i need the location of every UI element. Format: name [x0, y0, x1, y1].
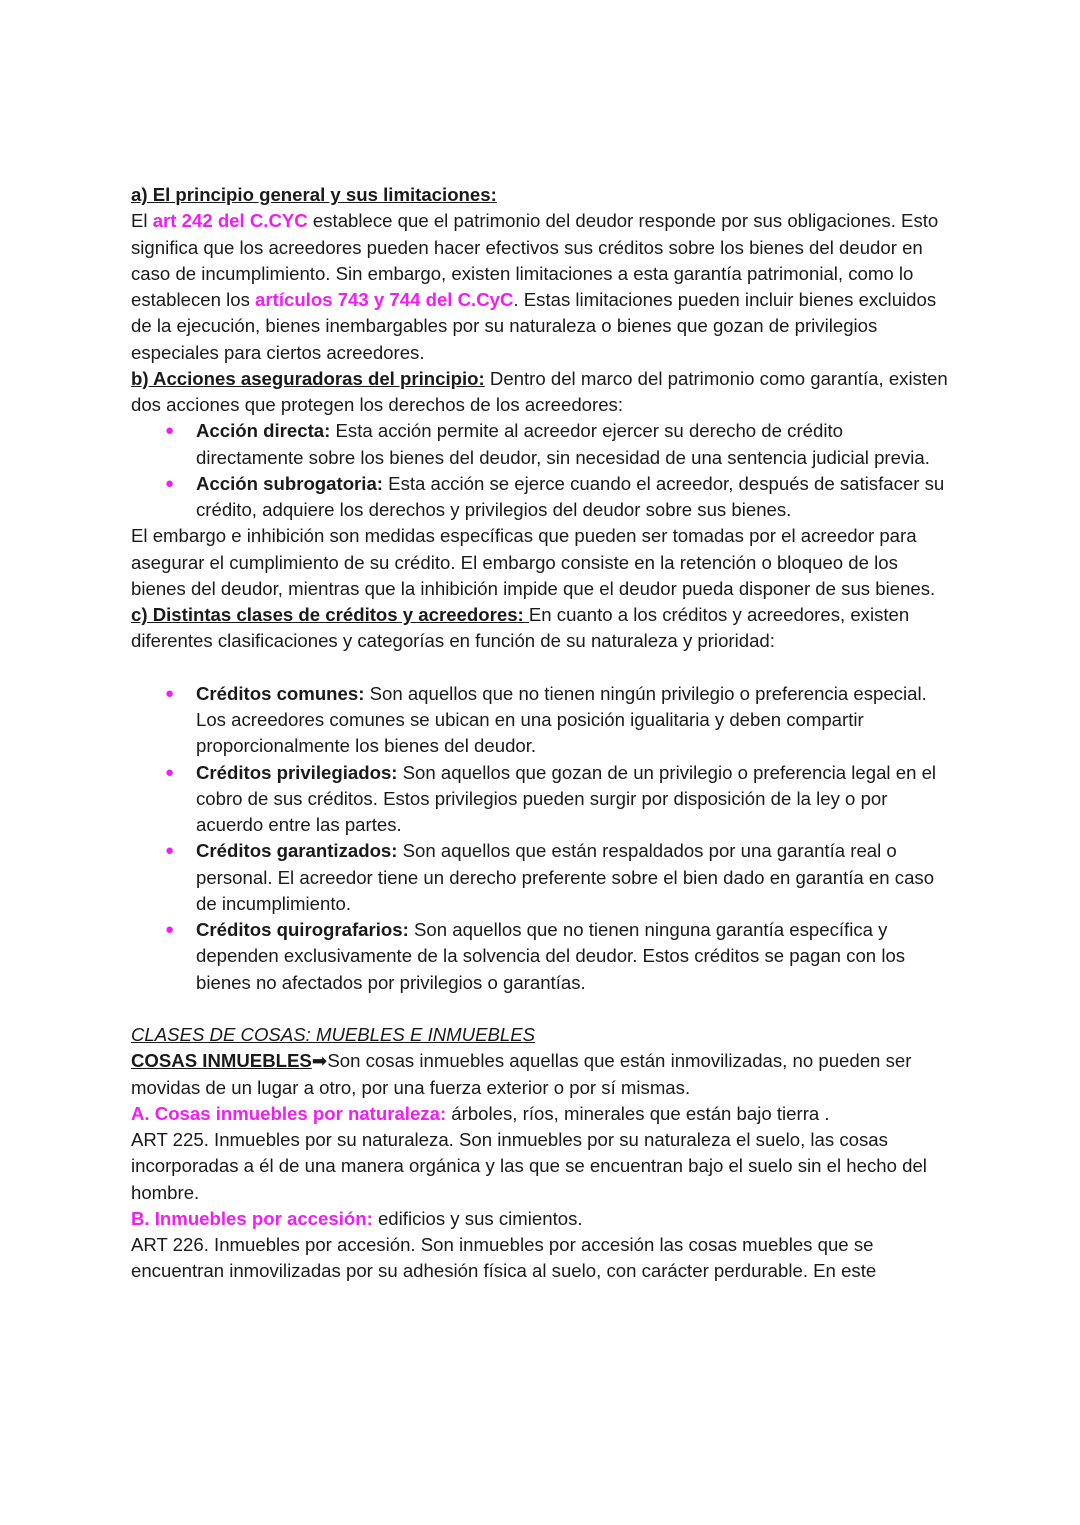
term: Créditos garantizados: [196, 840, 398, 862]
article-reference: art 242 del C.CYC [152, 210, 308, 232]
text: . Estas limitaciones pueden incluir bienes excluidos de la ejecución, bienes inembargables por su naturaleza o bienes que gozan de privilegios especiales para ciertos acreedores. [131, 289, 937, 363]
list-item [131, 681, 953, 760]
term: Acción directa: [196, 420, 331, 442]
arrow-right-icon: ➡ [311, 1050, 328, 1072]
term: A. Cosas inmuebles por naturaleza: [131, 1102, 447, 1124]
list-item [131, 471, 953, 524]
list-item [131, 760, 953, 839]
paragraph-art226: ART 226. Inmuebles por accesión. Son inmuebles por accesión las cosas muebles que se encuentran inmovilizadas por su adhesión física al suelo, con carácter perdurable. En este [131, 1234, 877, 1282]
paragraph-naturaleza [131, 1101, 953, 1127]
term: Créditos comunes: [196, 682, 365, 704]
bullet-icon: ● [165, 763, 175, 781]
text: Son aquellos que no tienen ningún privilegio o preferencia especial. Los acreedores comunes se ubican en una posición igualitaria y deben compartir proporcionalmente los bienes del deudor. [196, 682, 927, 757]
text: El [131, 210, 153, 232]
text: Son cosas inmuebles aquellas que están inmovilizadas, no pueden ser movidas de un lugar a otro, por una fuerza exterior o por sí mismas. [131, 1050, 912, 1098]
heading-c: c) Distintas clases de créditos y acreedores: [131, 604, 529, 625]
text: árboles, ríos, minerales que están bajo tierra . [446, 1102, 830, 1124]
term: COSAS INMUEBLES [131, 1050, 312, 1072]
bullet-icon: ● [165, 474, 175, 492]
text: Son aquellos que no tienen ninguna garantía específica y dependen exclusivamente de la solvencia del deudor. Estos créditos se pagan con los bienes no afectados por privilegios o garantías. [196, 919, 906, 993]
paragraph-a [131, 208, 953, 366]
text: Son aquellos que gozan de un privilegio o preferencia legal en el cobro de sus créditos. Estos privilegios pueden surgir por disposición de la ley o por acuerdo entre las partes. [196, 761, 937, 835]
paragraph-c [131, 602, 953, 655]
text: En cuanto a los créditos y acreedores, existen diferentes clasificaciones y categorías en función de su naturaleza y prioridad: [131, 604, 910, 652]
section-title-cosas: CLASES DE COSAS: MUEBLES E INMUEBLES [131, 1024, 536, 1045]
bullet-icon: ● [165, 842, 175, 860]
bullet-list-acciones [131, 418, 953, 523]
paragraph-embargo: El embargo e inhibición son medidas específicas que pueden ser tomadas por el acreedor para asegurar el cumplimiento de su crédito. El embargo consiste en la retención o bloqueo de los bienes del deudor, mientras que la inhibición impide que el deudor pueda disponer de sus bienes. [131, 525, 936, 599]
heading-a: a) El principio general y sus limitaciones: [131, 184, 497, 205]
paragraph-accesion [131, 1206, 953, 1232]
term: Créditos privilegiados: [196, 761, 398, 783]
text: Son aquellos que están respaldados por una garantía real o personal. El acreedor tiene un derecho preferente sobre el bien dado en garantía en caso de incumplimiento. [196, 840, 935, 914]
bullet-icon: ● [165, 921, 175, 938]
text: Esta acción se ejerce cuando el acreedor, después de satisfacer su crédito, adquiere los derechos y privilegios del deudor sobre sus bienes. [196, 472, 945, 520]
list-item [131, 418, 953, 471]
term: Acción subrogatoria: [196, 472, 383, 494]
bullet-icon: ● [165, 422, 175, 440]
text: establece que el patrimonio del deudor responde por sus obligaciones. Esto significa que los acreedores pueden hacer efectivos sus créditos sobre los bienes del deudor en caso de incumplimiento. Sin embargo, existen limitaciones a esta garantía patrimonial, como lo establecen los [131, 210, 939, 310]
list-item [131, 838, 953, 917]
paragraph-art225: ART 225. Inmuebles por su naturaleza. Son inmuebles por su naturaleza el suelo, las cosas incorporadas a él de una manera orgánica y las que se encuentran bajo el suelo sin el hecho del hombre. [131, 1129, 927, 1203]
document-page [131, 182, 953, 1285]
text: Dentro del marco del patrimonio como garantía, existen dos acciones que protegen los derechos de los acreedores: [131, 367, 948, 415]
spacer [131, 996, 953, 1022]
spacer [131, 655, 953, 681]
bullet-icon: ● [165, 684, 175, 702]
paragraph-b [131, 366, 953, 419]
term: B. Inmuebles por accesión: [131, 1207, 373, 1229]
list-item [131, 917, 953, 996]
term: Créditos quirografarios: [196, 919, 409, 940]
heading-b: b) Acciones aseguradoras del principio: [131, 367, 485, 389]
article-reference: artículos 743 y 744 del C.CyC [255, 289, 514, 310]
paragraph-inmuebles [131, 1048, 953, 1101]
text: edificios y sus cimientos. [372, 1207, 583, 1229]
text: Esta acción permite al acreedor ejercer su derecho de crédito directamente sobre los bienes del deudor, sin necesidad de una sentencia judicial previa. [196, 420, 930, 468]
bullet-list-creditos [131, 681, 953, 996]
